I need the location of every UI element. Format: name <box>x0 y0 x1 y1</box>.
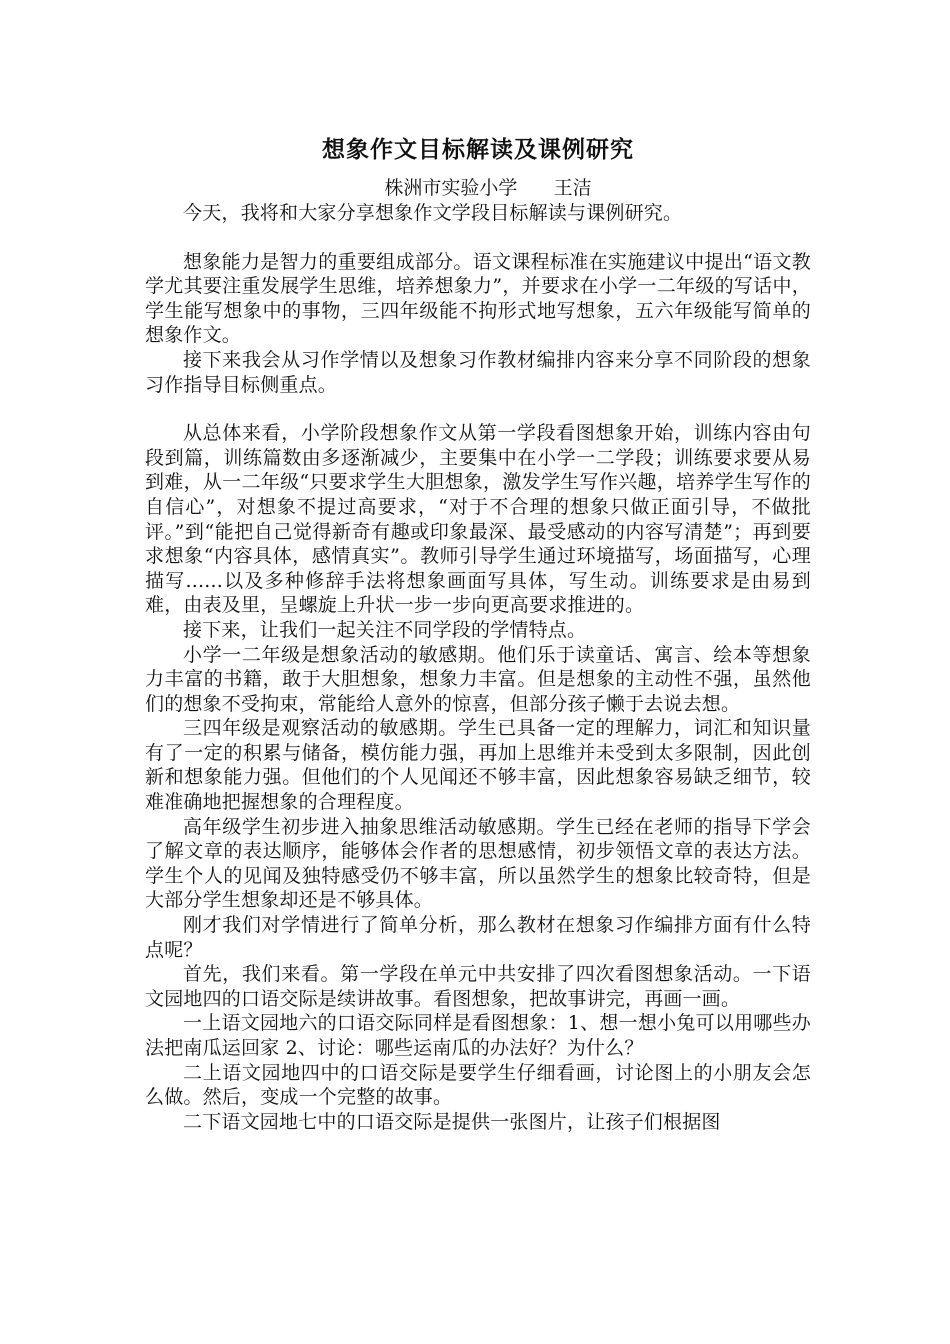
paragraph: 刚才我们对学情进行了简单分析，那么教材在想象习作编排方面有什么特点呢？ <box>145 914 811 961</box>
paragraph-gap <box>145 226 811 250</box>
paragraph: 今天，我将和大家分享想象作文学段目标解读与课例研究。 <box>183 202 683 224</box>
paragraph: 一上语文园地六的口语交际同样是看图想象：1、想一想小兔可以用哪些办法把南瓜运回家 2、讨论：哪些运南瓜的办法好？为什么？ <box>145 1012 811 1059</box>
paragraph: 接下来我会从习作学情以及想象习作教材编排内容来分享不同阶段的想象习作指导目标侧重点。 <box>145 348 811 396</box>
author-byline: 株洲市实验小学 王洁 <box>384 177 592 199</box>
paragraph: 接下来，让我们一起关注不同学段的学情特点。 <box>183 618 587 641</box>
paragraph: 小学一二年级是想象活动的敏感期。他们乐于读童话、寓言、绘本等想象力丰富的书籍，敢于大胆想象，想象力丰富。但是想象的主动性不强，虽然他们的想象不受拘束，常能给人意外的惊喜，但部分孩子懒于去说去想。 <box>145 643 811 715</box>
paragraph: 想象能力是智力的重要组成部分。语文课程标准在实施建议中提出“语文教学尤其要注重发展学生思维，培养想象力”，并要求在小学一二年级的写话中，学生能写想象中的事物，三四年级能不拘形式地写想象，五六年级能写简单的想象作文。 <box>145 250 811 347</box>
paragraph: 二下语文园地七中的口语交际是提供一张图片，让孩子们根据图 <box>183 1110 721 1133</box>
document-title: 想象作文目标解读及课例研究 <box>322 136 634 163</box>
paragraph: 高年级学生初步进入抽象思维活动敏感期。学生已经在老师的指导下学会了解文章的表达顺序，能够体会作者的思想感情，初步领悟文章的表达方法。学生个人的见闻及独特感受仍不够丰富，所以虽然学生的想象比较奇特，但是大部分学生想象却还是不够具体。 <box>145 815 811 912</box>
paragraph-gap <box>145 397 811 421</box>
paragraph: 二上语文园地四中的口语交际是要学生仔细看画，讨论图上的小朋友会怎么做。然后，变成一个完整的故事。 <box>145 1061 811 1109</box>
paragraph: 从总体来看，小学阶段想象作文从第一学段看图想象开始，训练内容由句段到篇，训练篇数由多逐渐减少，主要集中在小学一二学段；训练要求要从易到难，从一二年级“只要求学生大胆想象，激发学生写作兴趣，培养学生写作的自信心”，对想象不提过高要求，“对于不合理的想象只做正面引导，不做批评。”到“能把自己觉得新奇有趣或印象最深、最受感动的内容写清楚”；再到要求想象“内容具体，感情真实”。教师引导学生通过环境描写，场面描写，心理描写......以及多种修辞手法将想象画面写具体，写生动。训练要求是由易到难，由表及里，呈螺旋上升状一步一步向更高要求推进的。 <box>145 422 811 617</box>
document-page <box>145 135 811 1134</box>
paragraph: 三四年级是观察活动的敏感期。学生已具备一定的理解力，词汇和知识量有了一定的积累与储备，模仿能力强，再加上思维并未受到太多限制，因此创新和想象能力强。但他们的个人见闻还不够丰富，因此想象容易缺乏细节，较难准确地把握想象的合理程度。 <box>145 717 811 814</box>
paragraph: 首先，我们来看。第一学段在单元中共安排了四次看图想象活动。一下语文园地四的口语交际是续讲故事。看图想象，把故事讲完，再画一画。 <box>145 963 811 1010</box>
